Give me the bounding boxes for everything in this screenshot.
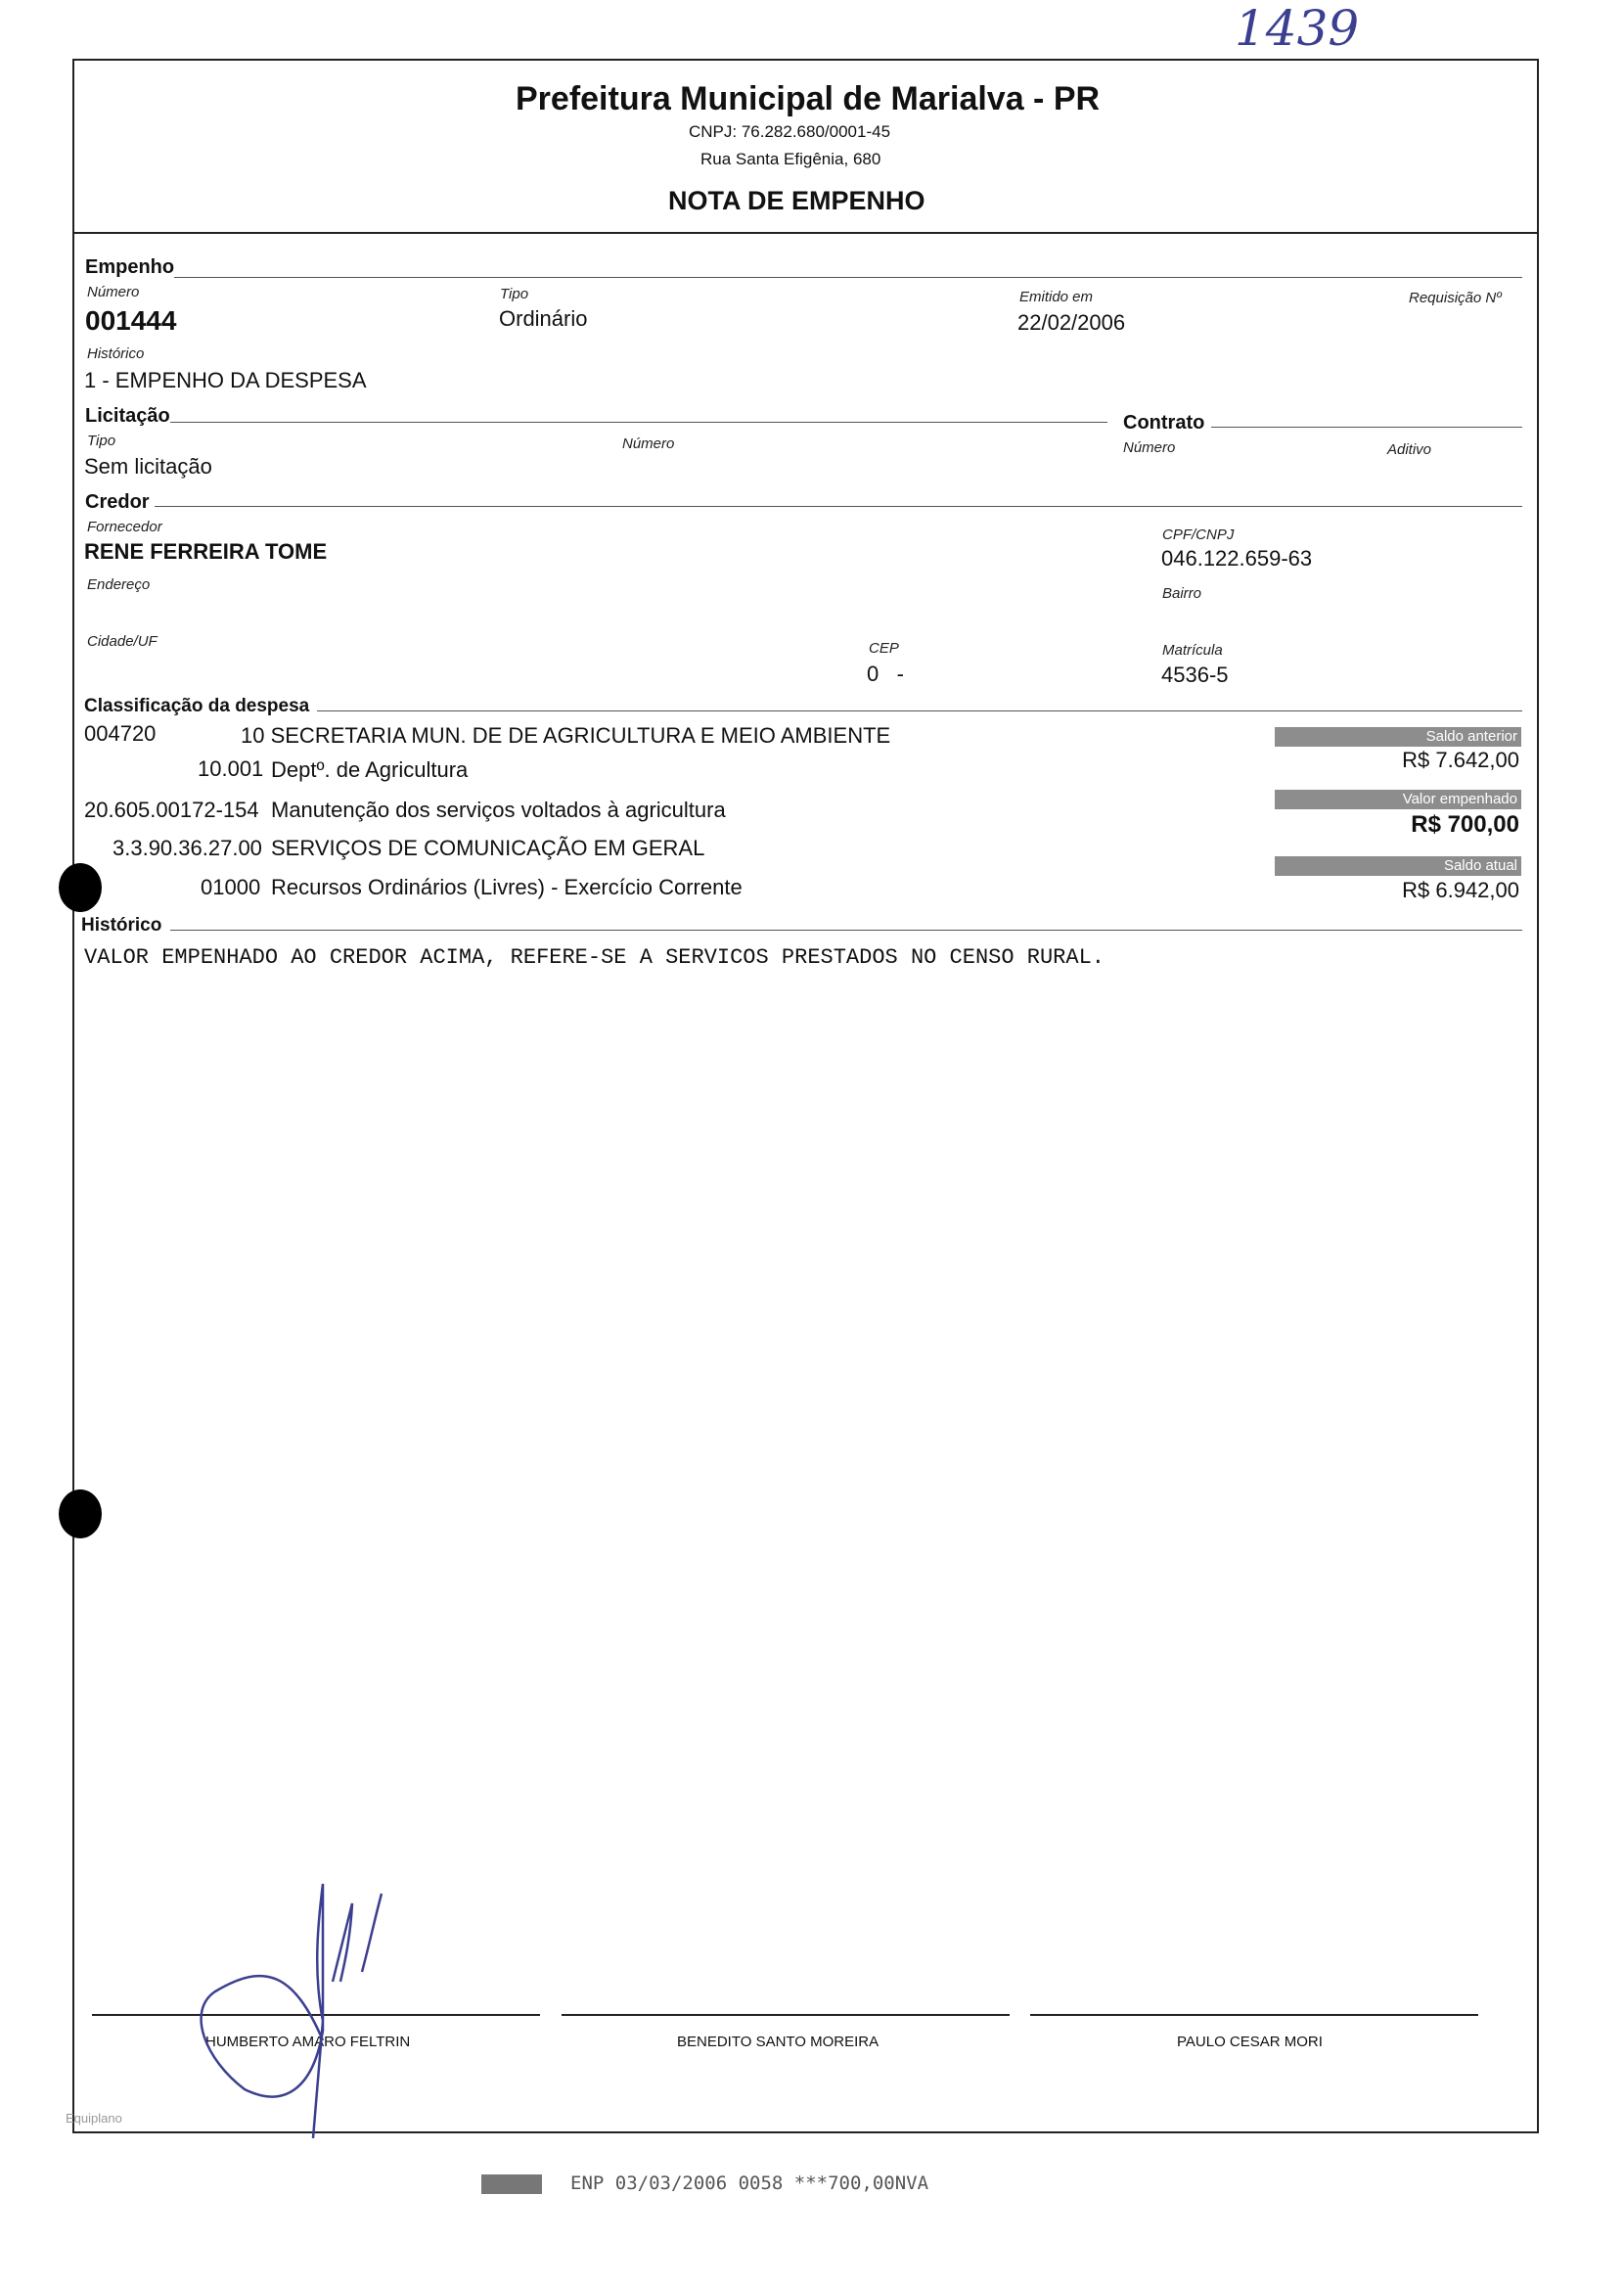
signature-line-3 — [1030, 2014, 1478, 2016]
processing-stamp: ENP 03/03/2006 0058 ***700,00NVA — [570, 2173, 929, 2194]
class-code-1: 004720 — [84, 721, 157, 746]
punch-hole — [59, 1489, 102, 1538]
class-text-4: SERVIÇOS DE COMUNICAÇÃO EM GERAL — [271, 836, 705, 860]
section-contrato: Contrato — [1123, 412, 1205, 434]
empenho-tipo-label: Tipo — [500, 286, 529, 302]
matricula-label: Matrícula — [1162, 642, 1223, 659]
org-cnpj: CNPJ: 76.282.680/0001-45 — [689, 122, 891, 141]
bank-logo — [481, 2174, 542, 2194]
cidade-label: Cidade/UF — [87, 633, 158, 650]
section-rule — [155, 506, 1522, 507]
signatory-3: PAULO CESAR MORI — [1177, 2034, 1323, 2050]
saldo-anterior-value: R$ 7.642,00 — [1402, 748, 1519, 772]
section-rule — [170, 930, 1522, 931]
section-credor: Credor — [85, 491, 150, 513]
licitacao-tipo-label: Tipo — [87, 433, 116, 449]
cpf-label: CPF/CNPJ — [1162, 526, 1235, 543]
class-code-3: 20.605.00172-154 — [84, 798, 259, 822]
licitacao-numero-label: Número — [622, 435, 675, 452]
endereco-label: Endereço — [87, 576, 151, 593]
valor-empenhado-label: Valor empenhado — [1275, 790, 1521, 809]
empenho-historico-label: Histórico — [87, 345, 145, 362]
section-classificacao: Classificação da despesa — [84, 696, 310, 716]
historico-text: VALOR EMPENHADO AO CREDOR ACIMA, REFERE-SE A SERVICOS PRESTADOS NO CENSO RURAL. — [84, 945, 1105, 970]
contrato-aditivo-label: Aditivo — [1387, 441, 1432, 458]
class-code-2: 10.001 — [198, 756, 264, 781]
matricula-value: 4536-5 — [1161, 663, 1229, 687]
cpf-value: 046.122.659-63 — [1161, 546, 1313, 571]
document-title: NOTA DE EMPENHO — [668, 186, 925, 215]
class-code-5: 01000 — [201, 875, 261, 899]
bairro-label: Bairro — [1162, 585, 1202, 602]
fornecedor-name: RENE FERREIRA TOME — [84, 539, 328, 564]
contrato-numero-label: Número — [1123, 439, 1176, 456]
section-rule — [317, 710, 1522, 711]
saldo-atual-value: R$ 6.942,00 — [1402, 878, 1519, 902]
class-text-2: Deptº. de Agricultura — [271, 757, 469, 782]
emitido-date: 22/02/2006 — [1017, 310, 1126, 335]
emitido-label: Emitido em — [1019, 289, 1094, 305]
section-rule — [170, 422, 1107, 423]
software-footer: Equiplano — [66, 2111, 122, 2126]
cep-value: 0 - — [867, 662, 904, 686]
empenho-tipo: Ordinário — [499, 306, 588, 331]
cep-label: CEP — [869, 640, 899, 657]
section-historico: Histórico — [81, 915, 162, 936]
handwritten-page-number: 1439 — [1235, 0, 1360, 57]
section-empenho: Empenho — [85, 256, 175, 278]
requisicao-label: Requisição Nº — [1409, 290, 1502, 306]
class-text-3: Manutenção dos serviços voltados à agricultura — [271, 798, 726, 822]
section-licitacao: Licitação — [85, 405, 170, 427]
licitacao-tipo: Sem licitação — [84, 454, 212, 479]
section-rule — [1211, 427, 1522, 428]
saldo-atual-label: Saldo atual — [1275, 856, 1521, 876]
class-text-5: Recursos Ordinários (Livres) - Exercício Corrente — [271, 875, 743, 899]
fornecedor-label: Fornecedor — [87, 519, 162, 535]
punch-hole — [59, 863, 102, 912]
signature-line-2 — [562, 2014, 1010, 2016]
saldo-anterior-label: Saldo anterior — [1275, 727, 1521, 747]
org-address: Rua Santa Efigênia, 680 — [700, 150, 881, 168]
empenho-numero: 001444 — [85, 305, 177, 336]
signatory-2: BENEDITO SANTO MOREIRA — [677, 2034, 880, 2050]
class-code-4: 3.3.90.36.27.00 — [113, 836, 262, 860]
header-divider — [72, 232, 1539, 234]
empenho-numero-label: Número — [87, 284, 140, 300]
valor-empenhado-value: R$ 700,00 — [1411, 811, 1519, 838]
section-rule — [174, 277, 1522, 278]
org-title: Prefeitura Municipal de Marialva - PR — [516, 80, 1101, 117]
class-text-1: 10 SECRETARIA MUN. DE DE AGRICULTURA E MEIO AMBIENTE — [241, 723, 891, 748]
empenho-historico: 1 - EMPENHO DA DESPESA — [84, 368, 367, 392]
handwritten-signature — [176, 1864, 430, 2158]
signatory-1: HUMBERTO AMARO FELTRIN — [205, 2034, 411, 2050]
